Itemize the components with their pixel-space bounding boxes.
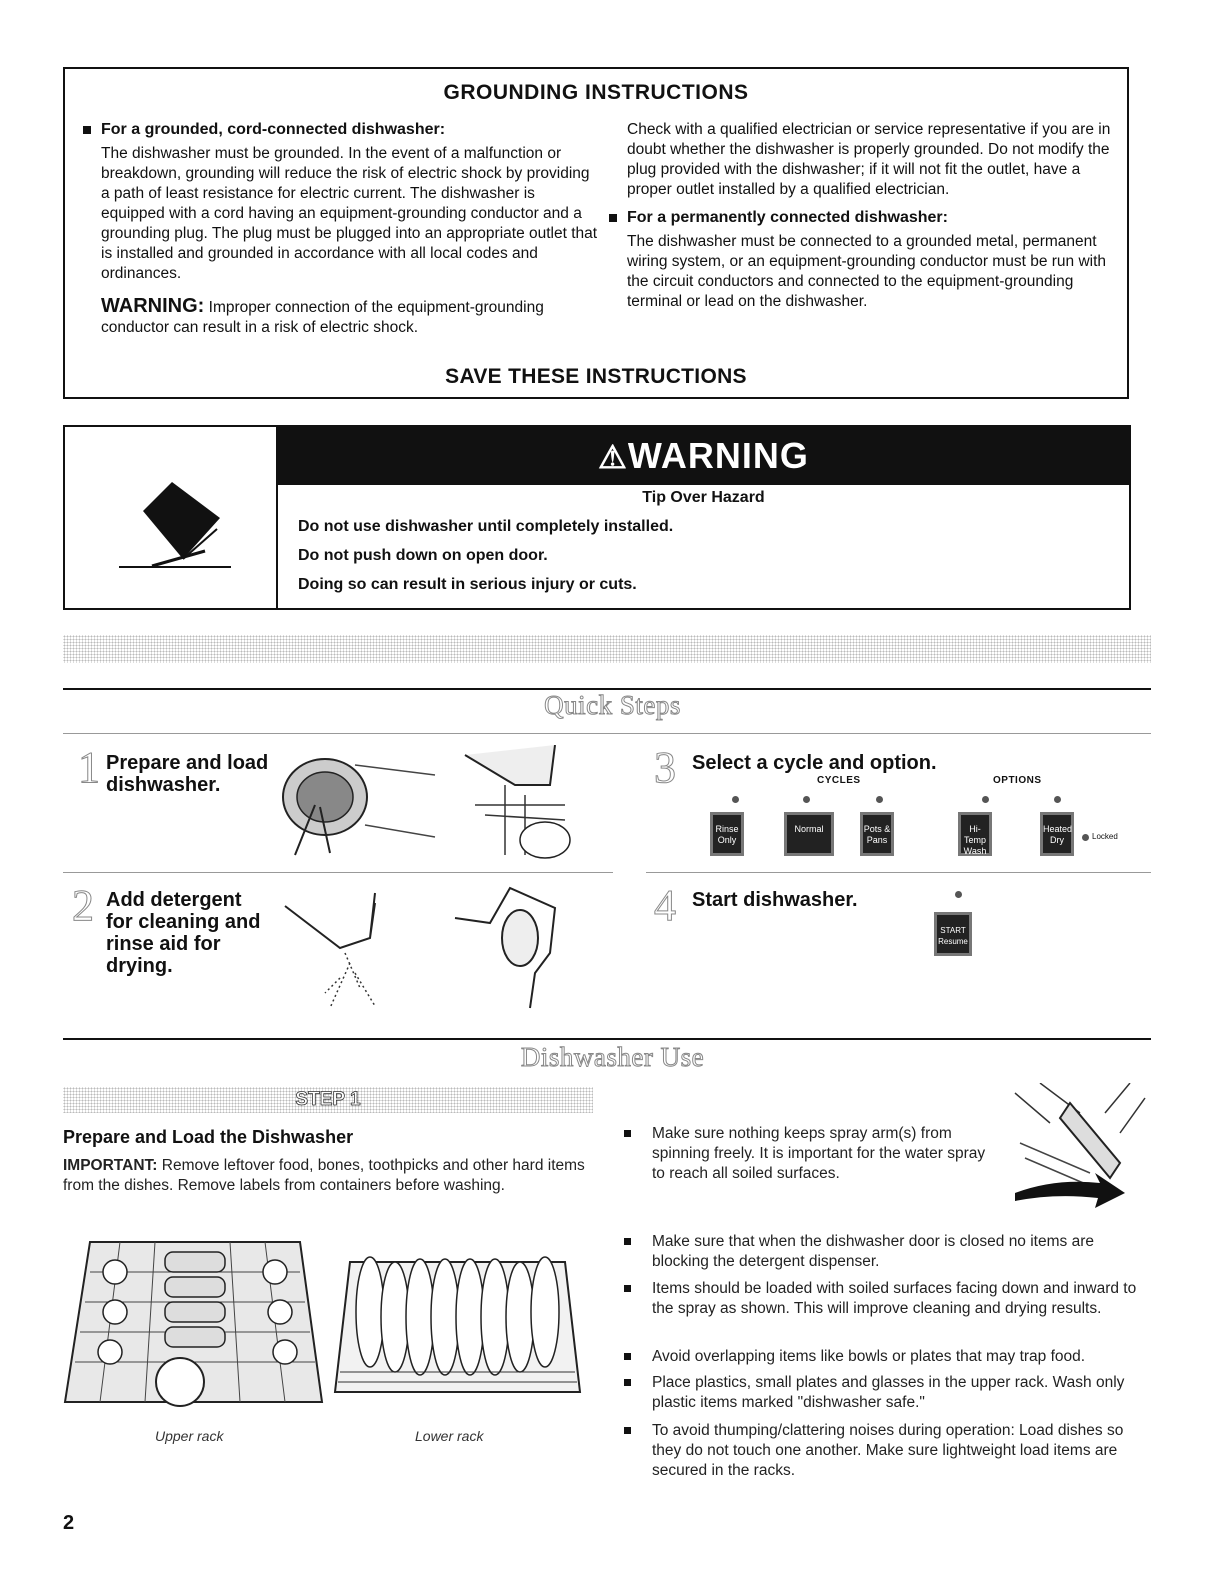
lower-rack-caption: Lower rack xyxy=(415,1428,484,1444)
cycles-label: CYCLES xyxy=(817,775,861,786)
step-divider xyxy=(63,872,613,873)
warning-word: WARNING: xyxy=(101,295,205,317)
upper-rack-caption: Upper rack xyxy=(155,1428,224,1444)
bullet-spray-arm: Make sure nothing keeps spray arm(s) from spinning freely. It is important for the water spray to reach all soiled surfaces. xyxy=(652,1124,997,1184)
quick-steps-title: Quick Steps xyxy=(544,690,681,720)
bullet-overlapping: Avoid overlapping items like bowls or plates that may trap food. xyxy=(652,1347,1152,1367)
step-1-text: Prepare and load dishwasher. xyxy=(106,752,269,796)
warning-line: Do not use dishwasher until completely installed. xyxy=(298,518,674,535)
bullet-noises: To avoid thumping/clattering noises during operation: Load dishes so they do not touch one another. Make sure lightweight load items are secured in the racks. xyxy=(652,1421,1152,1481)
step-number: 3 xyxy=(654,743,676,792)
permanent-connection-body: The dishwasher must be connected to a grounded metal, permanent wiring system, or an equipment-grounding conductor must be run with the circuit conductors and connected to the equipment-grounding terminal or lead on the dishwasher. xyxy=(627,233,1107,310)
hi-temp-wash-button[interactable]: Hi-Temp Wash xyxy=(958,812,992,856)
step-number: 4 xyxy=(654,881,676,930)
warning-subtitle: Tip Over Hazard xyxy=(642,489,765,506)
warning-body: Improper connection of the equipment-grounding conductor can result in a risk of electric shock. xyxy=(101,299,544,336)
warning-line: Do not push down on open door. xyxy=(298,547,548,564)
step-number: 1 xyxy=(78,743,100,792)
spray-arm-illustration xyxy=(1010,1083,1150,1218)
prepare-dishes-illustration xyxy=(275,745,575,860)
status-light xyxy=(1054,796,1061,803)
status-light xyxy=(876,796,883,803)
cord-connected-body: The dishwasher must be grounded. In the event of a malfunction or breakdown, grounding will reduce the risk of electric shock by providing a path of least resistance for electric current. The dishwasher is equipped with a cord having an equipment-grounding conductor and a grounding plug. The plug must be plugged into an appropriate outlet that is installed and grounded in accordance with all local codes and ordinances. xyxy=(101,145,598,282)
normal-button[interactable]: Normal xyxy=(784,812,834,856)
bullet-icon xyxy=(624,1130,631,1137)
step-divider xyxy=(646,872,1151,873)
important-paragraph xyxy=(63,1156,588,1196)
tip-over-warning-box xyxy=(63,425,1131,610)
step-3-text: Select a cycle and option. xyxy=(692,752,937,774)
locked-label: Locked xyxy=(1092,832,1118,841)
bullet-icon xyxy=(624,1379,631,1386)
status-light xyxy=(732,796,739,803)
permanent-connection-heading: For a permanently connected dishwasher: xyxy=(627,208,1117,228)
start-resume-button[interactable]: START Resume xyxy=(934,912,972,956)
page-number: 2 xyxy=(63,1512,75,1534)
step-4-text: Start dishwasher. xyxy=(692,889,858,911)
bullet-icon xyxy=(624,1238,631,1245)
warning-banner: ⚠WARNING xyxy=(278,427,1129,485)
status-light xyxy=(803,796,810,803)
step-2-text: Add detergent for cleaning and rinse aid for drying. xyxy=(106,889,261,977)
bullet-soiled-surfaces: Items should be loaded with soiled surfaces facing down and inward to the spray as shown. This will improve cleaning and drying results. xyxy=(652,1279,1152,1319)
bullet-icon xyxy=(609,214,617,222)
warning-line: Doing so can result in serious injury or cuts. xyxy=(298,576,637,593)
dotted-band xyxy=(63,635,1151,663)
grounding-instructions-box xyxy=(63,67,1129,399)
detergent-rinse-aid-illustration xyxy=(280,878,580,1018)
check-electrician-body: Check with a qualified electrician or service representative if you are in doubt whether the dishwasher is properly grounded. Do not modify the plug provided with the dishwasher; if it will not fit the outlet, have a proper outlet installed by a qualified electrician. xyxy=(627,121,1111,198)
step-1-bar: STEP 1 xyxy=(63,1087,593,1113)
lower-rack-illustration xyxy=(330,1232,585,1422)
status-light xyxy=(982,796,989,803)
save-instructions: SAVE THESE INSTRUCTIONS xyxy=(445,365,747,388)
bullet-icon xyxy=(624,1427,631,1434)
status-light xyxy=(955,891,962,898)
locked-light xyxy=(1082,834,1089,841)
heated-dry-button[interactable]: Heated Dry xyxy=(1040,812,1074,856)
options-label: OPTIONS xyxy=(993,775,1042,786)
tip-over-hazard-icon xyxy=(117,479,247,571)
bullet-icon xyxy=(83,126,91,134)
grounding-right-column xyxy=(627,120,1117,320)
prepare-load-heading: Prepare and Load the Dishwasher xyxy=(63,1127,354,1147)
step-number: 2 xyxy=(72,881,94,930)
section-rule xyxy=(63,1038,1151,1040)
rinse-only-button[interactable]: Rinse Only xyxy=(710,812,744,856)
pots-pans-button[interactable]: Pots & Pans xyxy=(860,812,894,856)
important-body: Remove leftover food, bones, toothpicks and other hard items from the dishes. Remove labels from containers before washing. xyxy=(63,1157,585,1194)
bullet-detergent-dispenser: Make sure that when the dishwasher door is closed no items are blocking the detergent dispenser. xyxy=(652,1232,1152,1272)
cord-connected-heading: For a grounded, cord-connected dishwasher: xyxy=(101,120,601,140)
important-word: IMPORTANT: xyxy=(63,1157,158,1174)
section-rule-thin xyxy=(63,733,1151,734)
warning-triangle-icon: ⚠ xyxy=(598,439,628,475)
upper-rack-illustration xyxy=(60,1232,325,1422)
bullet-plastics: Place plastics, small plates and glasses in the upper rack. Wash only plastic items marked "dishwasher safe." xyxy=(652,1373,1152,1413)
dishwasher-use-title: Dishwasher Use xyxy=(520,1042,705,1072)
bullet-icon xyxy=(624,1285,631,1292)
grounding-left-column xyxy=(101,120,601,346)
bullet-icon xyxy=(624,1353,631,1360)
warning-paragraph xyxy=(101,296,601,338)
grounding-title: GROUNDING INSTRUCTIONS xyxy=(443,81,749,104)
